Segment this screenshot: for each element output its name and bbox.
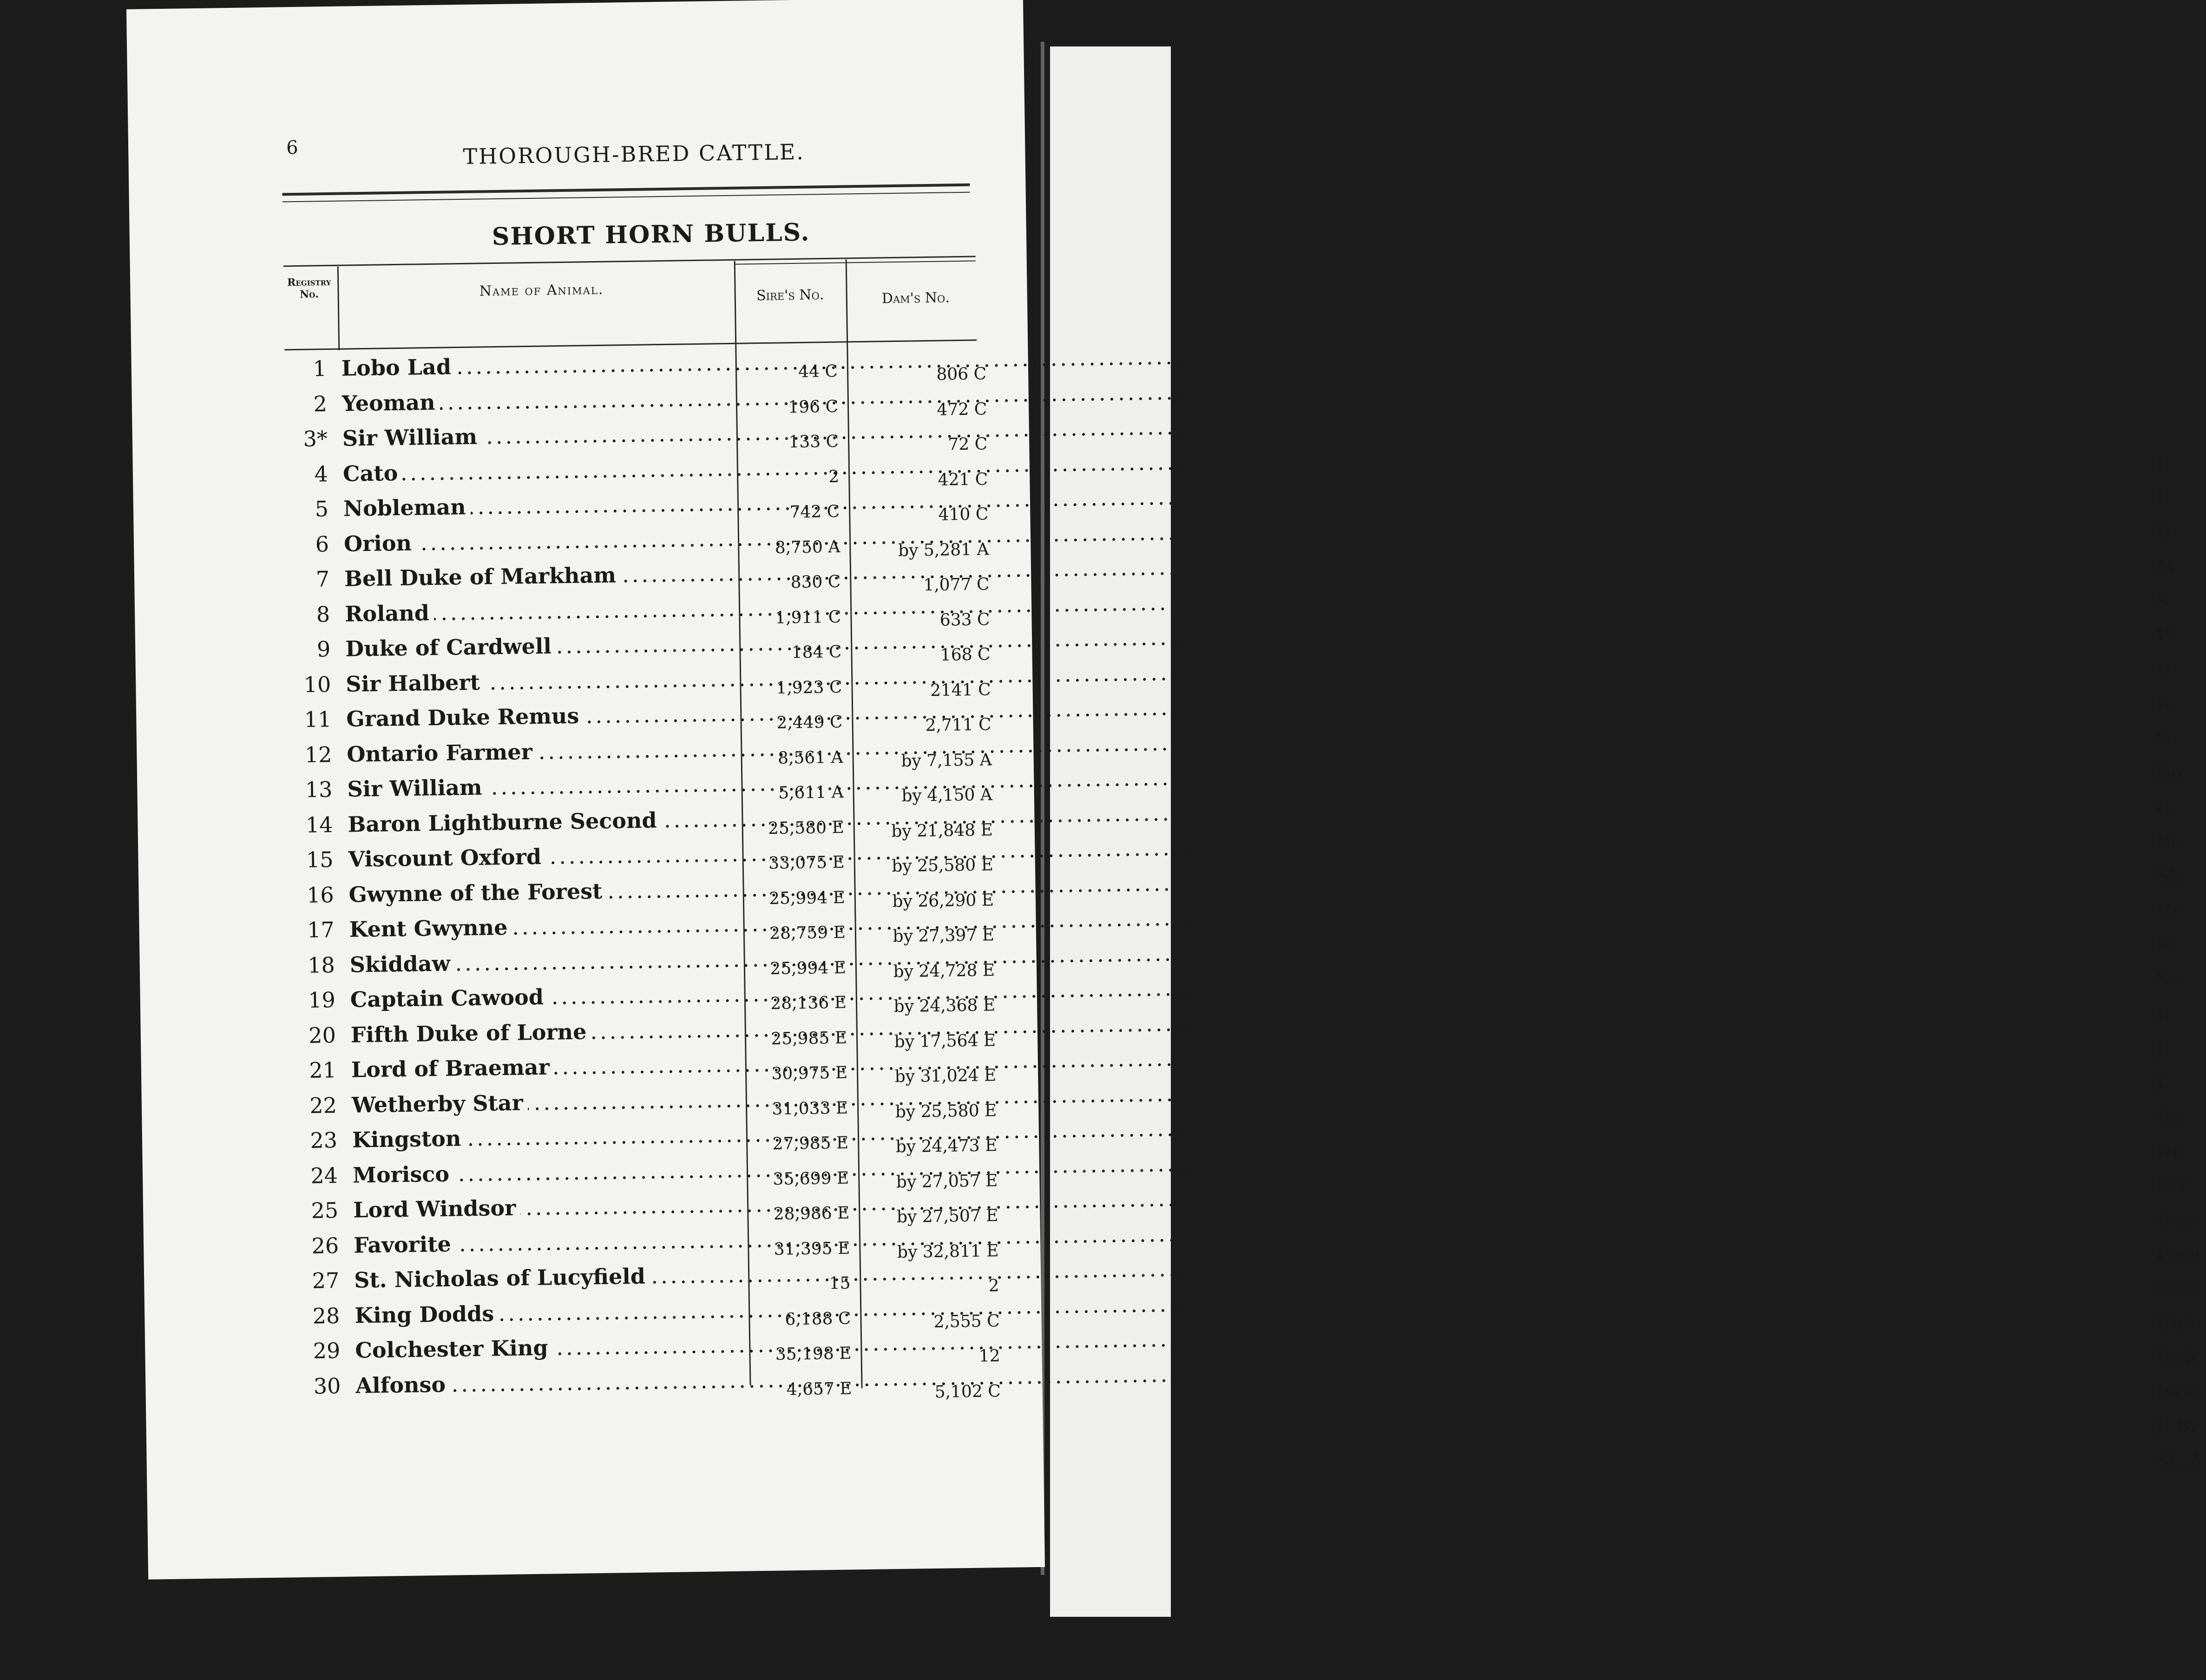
registry-number: 17 xyxy=(307,917,335,943)
header-dam: Dam's No. xyxy=(881,289,950,307)
sire-number: 1,911 C xyxy=(775,607,841,628)
sire-number: 35,198 E xyxy=(775,1344,852,1364)
registry-number: 13 xyxy=(305,776,333,802)
animal-name xyxy=(345,596,740,626)
sire-number: 27,985 E xyxy=(772,1133,849,1154)
registry-number: 23 xyxy=(310,1127,338,1153)
animal-name-text: Favorite xyxy=(354,1231,456,1258)
animal-name-text: Gwynne of the Forest xyxy=(348,878,607,907)
facing-page-fragment: M xyxy=(2156,556,2176,577)
animal-name-text: Cato xyxy=(343,460,403,486)
sire-number: 8,561 A xyxy=(777,748,843,768)
registry-number: 12 xyxy=(304,742,332,768)
animal-name-text: Sir Halbert xyxy=(346,669,485,696)
facing-page-fragment: Sc xyxy=(2156,968,2180,989)
animal-name xyxy=(344,525,739,556)
animal-name-text: Lord Windsor xyxy=(353,1195,521,1222)
dam-number: 12 xyxy=(978,1346,1000,1366)
registry-number: 9 xyxy=(316,637,331,662)
registry-number: 27 xyxy=(312,1267,340,1293)
animal-name xyxy=(354,1262,749,1293)
dam-number: by 31,024 E xyxy=(894,1066,997,1087)
animal-name xyxy=(342,385,737,416)
animal-name-text: Captain Cawood xyxy=(350,984,548,1012)
dam-number: by 26,290 E xyxy=(892,890,994,911)
facing-page-fragment: On xyxy=(2156,1106,2184,1127)
dam-number: by 17,564 E xyxy=(894,1030,996,1051)
registry-number: 20 xyxy=(308,1022,336,1048)
animal-name xyxy=(355,1332,750,1363)
facing-page-fragment: J. xyxy=(2156,1071,2169,1092)
registry-number: 10 xyxy=(303,671,331,697)
dam-number: 421 C xyxy=(938,469,988,490)
registry-number: 11 xyxy=(304,706,332,732)
dam-number: 72 C xyxy=(948,434,988,454)
sire-number: 31,033 E xyxy=(772,1098,848,1119)
facing-page-fragment: J. xyxy=(2156,1003,2169,1024)
animal-name xyxy=(350,1017,746,1047)
animal-name xyxy=(353,1157,748,1188)
animal-name-text: Lobo Lad xyxy=(341,354,456,381)
animal-name xyxy=(346,666,741,696)
animal-name xyxy=(347,771,742,802)
sire-number: 28,136 E xyxy=(770,993,847,1013)
animal-name-text: Bell Duke of Markham xyxy=(344,562,621,591)
registry-number: 7 xyxy=(315,566,330,592)
facing-page-fragment: Bo xyxy=(2156,762,2183,783)
animal-name xyxy=(354,1227,749,1258)
dam-number: by 32,811 E xyxy=(897,1241,999,1262)
dam-number: by 27,057 E xyxy=(896,1171,998,1192)
animal-name-text: Sir William xyxy=(347,774,487,801)
animal-name xyxy=(348,876,744,907)
sire-number: 25,994 E xyxy=(768,888,846,908)
facing-page-fragment: Farn xyxy=(2156,1243,2201,1264)
dam-number: by 27,397 E xyxy=(893,925,995,946)
column-divider-registry xyxy=(337,267,340,350)
registry-number: 25 xyxy=(311,1197,339,1223)
animal-name xyxy=(343,455,738,486)
animal-name xyxy=(353,1192,748,1223)
facing-page-fragment: O xyxy=(2156,728,2172,748)
animal-name-text: Sir William xyxy=(342,424,482,451)
facing-page-fragment: J. xyxy=(2156,1037,2169,1058)
sire-number: 31,395 E xyxy=(774,1239,850,1259)
book-page xyxy=(126,0,1045,1580)
registry-number: 4 xyxy=(314,461,328,486)
facing-page-fragment: U xyxy=(2156,659,2172,680)
registry-number: 2 xyxy=(313,391,328,416)
animal-name xyxy=(347,736,742,767)
dam-number: 2 xyxy=(988,1276,999,1296)
animal-name-text: Wetherby Star xyxy=(352,1090,528,1117)
animal-name xyxy=(341,350,736,381)
facing-page-fragment: Sh xyxy=(2156,865,2182,886)
dam-number: by 25,580 E xyxy=(892,855,994,876)
animal-name xyxy=(351,1052,747,1083)
animal-name-text: Ontario Farmer xyxy=(347,739,537,767)
registry-number: 15 xyxy=(306,847,334,873)
sire-number: 28,759 E xyxy=(769,923,846,943)
registry-number: 19 xyxy=(308,987,336,1013)
dam-number: 2,555 C xyxy=(933,1311,1000,1332)
page-number: 6 xyxy=(286,137,298,159)
header-registry: Registry No. xyxy=(287,276,331,301)
animal-name xyxy=(349,912,744,942)
registry-number: 16 xyxy=(306,882,335,908)
header-sire: Sire's No. xyxy=(756,287,824,304)
animal-name xyxy=(343,491,739,521)
registry-number: 22 xyxy=(309,1092,337,1118)
dam-number: 2141 C xyxy=(930,680,991,700)
animal-name xyxy=(355,1297,750,1328)
sire-number: 5,611 A xyxy=(778,782,844,803)
facing-page-fragment: I xyxy=(2156,487,2164,508)
animal-name-text: Nobleman xyxy=(343,494,471,521)
animal-name-text: Baron Lightburne Second xyxy=(348,807,662,837)
sire-number: 1,923 C xyxy=(776,677,842,698)
dam-number: 1,077 C xyxy=(923,575,990,595)
animal-name xyxy=(348,841,743,872)
registry-number: 8 xyxy=(316,601,330,627)
animal-name-text: Skiddaw xyxy=(349,951,455,977)
sire-number: 44 C xyxy=(798,361,838,381)
animal-name-text: Grand Duke Remus xyxy=(346,703,584,731)
animal-name xyxy=(352,1122,748,1153)
sire-number: 2 xyxy=(828,467,840,486)
animal-name xyxy=(346,701,742,732)
registry-number: 30 xyxy=(313,1373,341,1399)
sire-number: 8,750 A xyxy=(775,537,840,558)
facing-page-fragment: Ons xyxy=(2156,1209,2194,1230)
animal-name-text: Viscount Oxford xyxy=(348,844,546,872)
animal-name-text: Roland xyxy=(345,600,434,626)
sire-number: 28,986 E xyxy=(773,1203,850,1224)
sire-number: 2,449 C xyxy=(776,712,843,733)
facing-page-fragment: Shul xyxy=(2156,1278,2201,1299)
facing-page-fragment: W xyxy=(2156,624,2176,645)
registry-number: 6 xyxy=(315,531,329,557)
facing-page-fragment: St. A xyxy=(2156,1450,2203,1470)
facing-page-fragment: Ur xyxy=(2156,899,2181,920)
registry-number: 18 xyxy=(307,952,335,978)
running-title: THOROUGH-BRED CATTLE. xyxy=(463,139,805,169)
sire-number: 184 C xyxy=(791,642,842,663)
dam-number: by 27,507 E xyxy=(896,1206,998,1227)
dam-number: by 24,473 E xyxy=(895,1136,998,1157)
facing-page-fragment: S xyxy=(2156,590,2169,611)
animal-name xyxy=(350,982,745,1012)
registry-number: 14 xyxy=(305,812,333,838)
facing-page-fragment: Unic xyxy=(2156,1346,2202,1367)
animal-name xyxy=(344,561,740,591)
facing-page-fragment: Far xyxy=(2156,1175,2188,1195)
facing-page-fragment: I xyxy=(2156,453,2164,473)
registry-number: 24 xyxy=(310,1162,338,1188)
registry-number: 3* xyxy=(303,426,328,452)
facing-page-fragments xyxy=(2156,446,2206,1477)
dam-number: by 21,848 E xyxy=(891,820,993,841)
sire-number: 196 C xyxy=(788,397,839,417)
sire-number: 25,580 E xyxy=(768,818,845,838)
sire-number: 133 C xyxy=(788,432,839,452)
animal-name-text: Fifth Duke of Lorne xyxy=(350,1019,591,1047)
header-name: Name of Animal. xyxy=(479,281,604,300)
animal-name xyxy=(348,806,743,837)
registry-number: 1 xyxy=(313,356,327,381)
animal-name-text: Alfonso xyxy=(355,1372,450,1398)
animal-name-text: Duke of Cardwell xyxy=(345,633,556,661)
dam-number: by 7,155 A xyxy=(901,750,992,771)
dam-number: 5,102 C xyxy=(934,1381,1001,1402)
sire-number: 35,699 E xyxy=(773,1168,849,1189)
dam-number: 472 C xyxy=(937,399,987,420)
animal-name-text: King Dodds xyxy=(355,1301,499,1328)
sire-number: 6,188 C xyxy=(785,1309,851,1329)
dam-number: 806 C xyxy=(936,364,987,384)
animal-name xyxy=(349,946,745,977)
animal-name-text: Colchester King xyxy=(355,1335,553,1363)
sire-number: 30,975 E xyxy=(771,1063,848,1083)
table-top-rule xyxy=(283,256,976,267)
facing-page-fragment: U xyxy=(2156,521,2172,542)
facing-page-fragment: Pi xyxy=(2156,934,2176,955)
animal-name-text: Kent Gwynne xyxy=(349,915,512,942)
facing-page-fragment: Israe xyxy=(2156,1381,2206,1402)
registry-number: 29 xyxy=(313,1338,341,1364)
facing-page-fragment: Dr. xyxy=(2156,1140,2185,1161)
animal-name-text: St. Nicholas of Lucyfield xyxy=(354,1264,650,1293)
facing-page-fragment: Bo xyxy=(2156,831,2183,852)
animal-name-text: Morisco xyxy=(353,1161,454,1188)
sire-number: 25,985 E xyxy=(771,1028,847,1049)
animal-name-text: Yeoman xyxy=(342,389,440,416)
animal-name-text: Orion xyxy=(344,530,417,556)
dam-number: 2,711 C xyxy=(925,715,991,735)
facing-page-fragment: Unic xyxy=(2156,1312,2202,1333)
dam-number: 633 C xyxy=(939,610,990,630)
animal-name xyxy=(355,1367,751,1398)
registry-number: 21 xyxy=(309,1057,337,1083)
animal-name-text: Kingston xyxy=(352,1126,466,1152)
dam-number: 168 C xyxy=(940,645,991,665)
facing-page-fragment: K xyxy=(2156,693,2172,714)
dam-number: by 25,580 E xyxy=(895,1101,997,1122)
registry-number: 26 xyxy=(311,1233,339,1259)
animal-name xyxy=(345,631,741,662)
sire-number: 25,994 E xyxy=(769,958,847,978)
sire-number: 15 xyxy=(829,1273,851,1293)
dam-number: 410 C xyxy=(938,505,989,525)
table-top-rule-2 xyxy=(734,261,976,265)
animal-name xyxy=(352,1087,747,1117)
registry-number: 28 xyxy=(312,1303,340,1329)
dam-number: by 5,281 A xyxy=(898,539,989,560)
sire-number: 742 C xyxy=(789,502,840,522)
section-title: SHORT HORN BULLS. xyxy=(492,218,810,251)
animal-name xyxy=(342,420,738,451)
sire-number: 33,075 E xyxy=(768,853,845,873)
sire-number: 830 C xyxy=(790,572,841,592)
dam-number: by 4,150 A xyxy=(901,785,993,806)
facing-page-fragment: G. xyxy=(2156,796,2177,817)
animal-name-text: Lord of Braemar xyxy=(351,1054,555,1082)
dam-number: by 24,728 E xyxy=(893,960,995,981)
registry-number: 5 xyxy=(315,496,329,522)
facing-page-fragment: J. B. xyxy=(2156,1415,2196,1436)
sire-number: 4,657 E xyxy=(786,1378,852,1399)
dam-number: by 24,368 E xyxy=(893,996,996,1017)
